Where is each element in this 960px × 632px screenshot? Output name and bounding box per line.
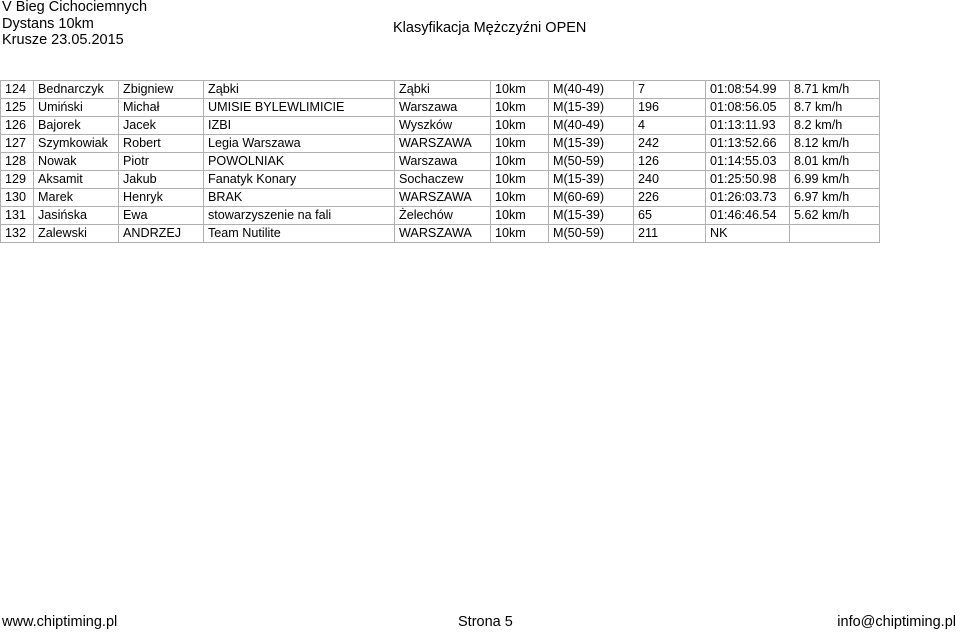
cell-city: Sochaczew <box>395 171 491 189</box>
footer-page-number: Strona 5 <box>458 614 513 630</box>
footer-email: info@chiptiming.pl <box>837 614 956 630</box>
cell-distance: 10km <box>491 117 549 135</box>
cell-distance: 10km <box>491 207 549 225</box>
cell-surname: Marek <box>34 189 119 207</box>
table-row <box>1 225 880 243</box>
cell-surname: Szymkowiak <box>34 135 119 153</box>
cell-city: WARSZAWA <box>395 225 491 243</box>
cell-category: M(60-69) <box>549 189 634 207</box>
cell-speed: 5.62 km/h <box>790 207 880 225</box>
cell-category: M(15-39) <box>549 207 634 225</box>
cell-bib: 240 <box>634 171 706 189</box>
table-row <box>1 153 880 171</box>
cell-bib: 126 <box>634 153 706 171</box>
cell-speed: 8.12 km/h <box>790 135 880 153</box>
cell-place: 127 <box>1 135 34 153</box>
cell-surname: Bajorek <box>34 117 119 135</box>
cell-city: Warszawa <box>395 153 491 171</box>
cell-first-name: Jacek <box>119 117 204 135</box>
cell-first-name: Henryk <box>119 189 204 207</box>
cell-speed <box>790 225 880 243</box>
cell-city: Ząbki <box>395 81 491 99</box>
cell-surname: Bednarczyk <box>34 81 119 99</box>
cell-category: M(40-49) <box>549 81 634 99</box>
event-header <box>2 0 147 49</box>
cell-time: 01:08:54.99 <box>706 81 790 99</box>
cell-place: 132 <box>1 225 34 243</box>
cell-place: 129 <box>1 171 34 189</box>
cell-category: M(40-49) <box>549 117 634 135</box>
cell-club: UMISIE BYLEWLIMICIE <box>204 99 395 117</box>
cell-city: Żelechów <box>395 207 491 225</box>
cell-category: M(15-39) <box>549 99 634 117</box>
cell-bib: 65 <box>634 207 706 225</box>
cell-bib: 4 <box>634 117 706 135</box>
cell-first-name: Michał <box>119 99 204 117</box>
cell-first-name: Robert <box>119 135 204 153</box>
cell-place: 128 <box>1 153 34 171</box>
cell-speed: 6.97 km/h <box>790 189 880 207</box>
cell-place: 130 <box>1 189 34 207</box>
cell-bib: 242 <box>634 135 706 153</box>
cell-time: 01:08:56.05 <box>706 99 790 117</box>
cell-club: Ząbki <box>204 81 395 99</box>
cell-distance: 10km <box>491 135 549 153</box>
cell-speed: 8.2 km/h <box>790 117 880 135</box>
cell-distance: 10km <box>491 189 549 207</box>
table-row <box>1 135 880 153</box>
cell-place: 131 <box>1 207 34 225</box>
cell-first-name: Jakub <box>119 171 204 189</box>
cell-city: WARSZAWA <box>395 135 491 153</box>
cell-category: M(15-39) <box>549 171 634 189</box>
cell-club: POWOLNIAK <box>204 153 395 171</box>
cell-city: Warszawa <box>395 99 491 117</box>
table-row <box>1 189 880 207</box>
cell-time: 01:13:11.93 <box>706 117 790 135</box>
cell-first-name: ANDRZEJ <box>119 225 204 243</box>
cell-distance: 10km <box>491 99 549 117</box>
cell-speed: 8.71 km/h <box>790 81 880 99</box>
cell-time: 01:26:03.73 <box>706 189 790 207</box>
cell-surname: Zalewski <box>34 225 119 243</box>
cell-first-name: Piotr <box>119 153 204 171</box>
cell-category: M(15-39) <box>549 135 634 153</box>
cell-place: 124 <box>1 81 34 99</box>
cell-club: BRAK <box>204 189 395 207</box>
cell-club: stowarzyszenie na fali <box>204 207 395 225</box>
cell-speed: 6.99 km/h <box>790 171 880 189</box>
cell-time: NK <box>706 225 790 243</box>
cell-bib: 196 <box>634 99 706 117</box>
cell-first-name: Zbigniew <box>119 81 204 99</box>
cell-time: 01:14:55.03 <box>706 153 790 171</box>
cell-speed: 8.01 km/h <box>790 153 880 171</box>
event-distance: Dystans 10km <box>2 15 94 32</box>
cell-distance: 10km <box>491 171 549 189</box>
cell-city: Wyszków <box>395 117 491 135</box>
event-name: V Bieg Cichociemnych <box>2 0 148 15</box>
cell-place: 125 <box>1 99 34 117</box>
table-row <box>1 117 880 135</box>
cell-city: WARSZAWA <box>395 189 491 207</box>
cell-bib: 7 <box>634 81 706 99</box>
cell-category: M(50-59) <box>549 225 634 243</box>
cell-club: Legia Warszawa <box>204 135 395 153</box>
cell-distance: 10km <box>491 225 549 243</box>
classification-title: Klasyfikacja Mężczyźni OPEN <box>393 20 587 36</box>
cell-club: Fanatyk Konary <box>204 171 395 189</box>
cell-category: M(50-59) <box>549 153 634 171</box>
table-row <box>1 207 880 225</box>
cell-surname: Umiński <box>34 99 119 117</box>
table-row <box>1 171 880 189</box>
cell-time: 01:25:50.98 <box>706 171 790 189</box>
cell-time: 01:13:52.66 <box>706 135 790 153</box>
cell-bib: 226 <box>634 189 706 207</box>
table-row <box>1 99 880 117</box>
cell-distance: 10km <box>491 81 549 99</box>
results-table <box>0 80 880 243</box>
cell-club: Team Nutilite <box>204 225 395 243</box>
cell-place: 126 <box>1 117 34 135</box>
cell-first-name: Ewa <box>119 207 204 225</box>
cell-surname: Aksamit <box>34 171 119 189</box>
cell-time: 01:46:46.54 <box>706 207 790 225</box>
cell-surname: Jasińska <box>34 207 119 225</box>
cell-bib: 211 <box>634 225 706 243</box>
cell-distance: 10km <box>491 153 549 171</box>
footer-website: www.chiptiming.pl <box>2 614 118 630</box>
event-place-date: Krusze 23.05.2015 <box>2 32 124 48</box>
cell-speed: 8.7 km/h <box>790 99 880 117</box>
table-row <box>1 81 880 99</box>
cell-club: IZBI <box>204 117 395 135</box>
cell-surname: Nowak <box>34 153 119 171</box>
